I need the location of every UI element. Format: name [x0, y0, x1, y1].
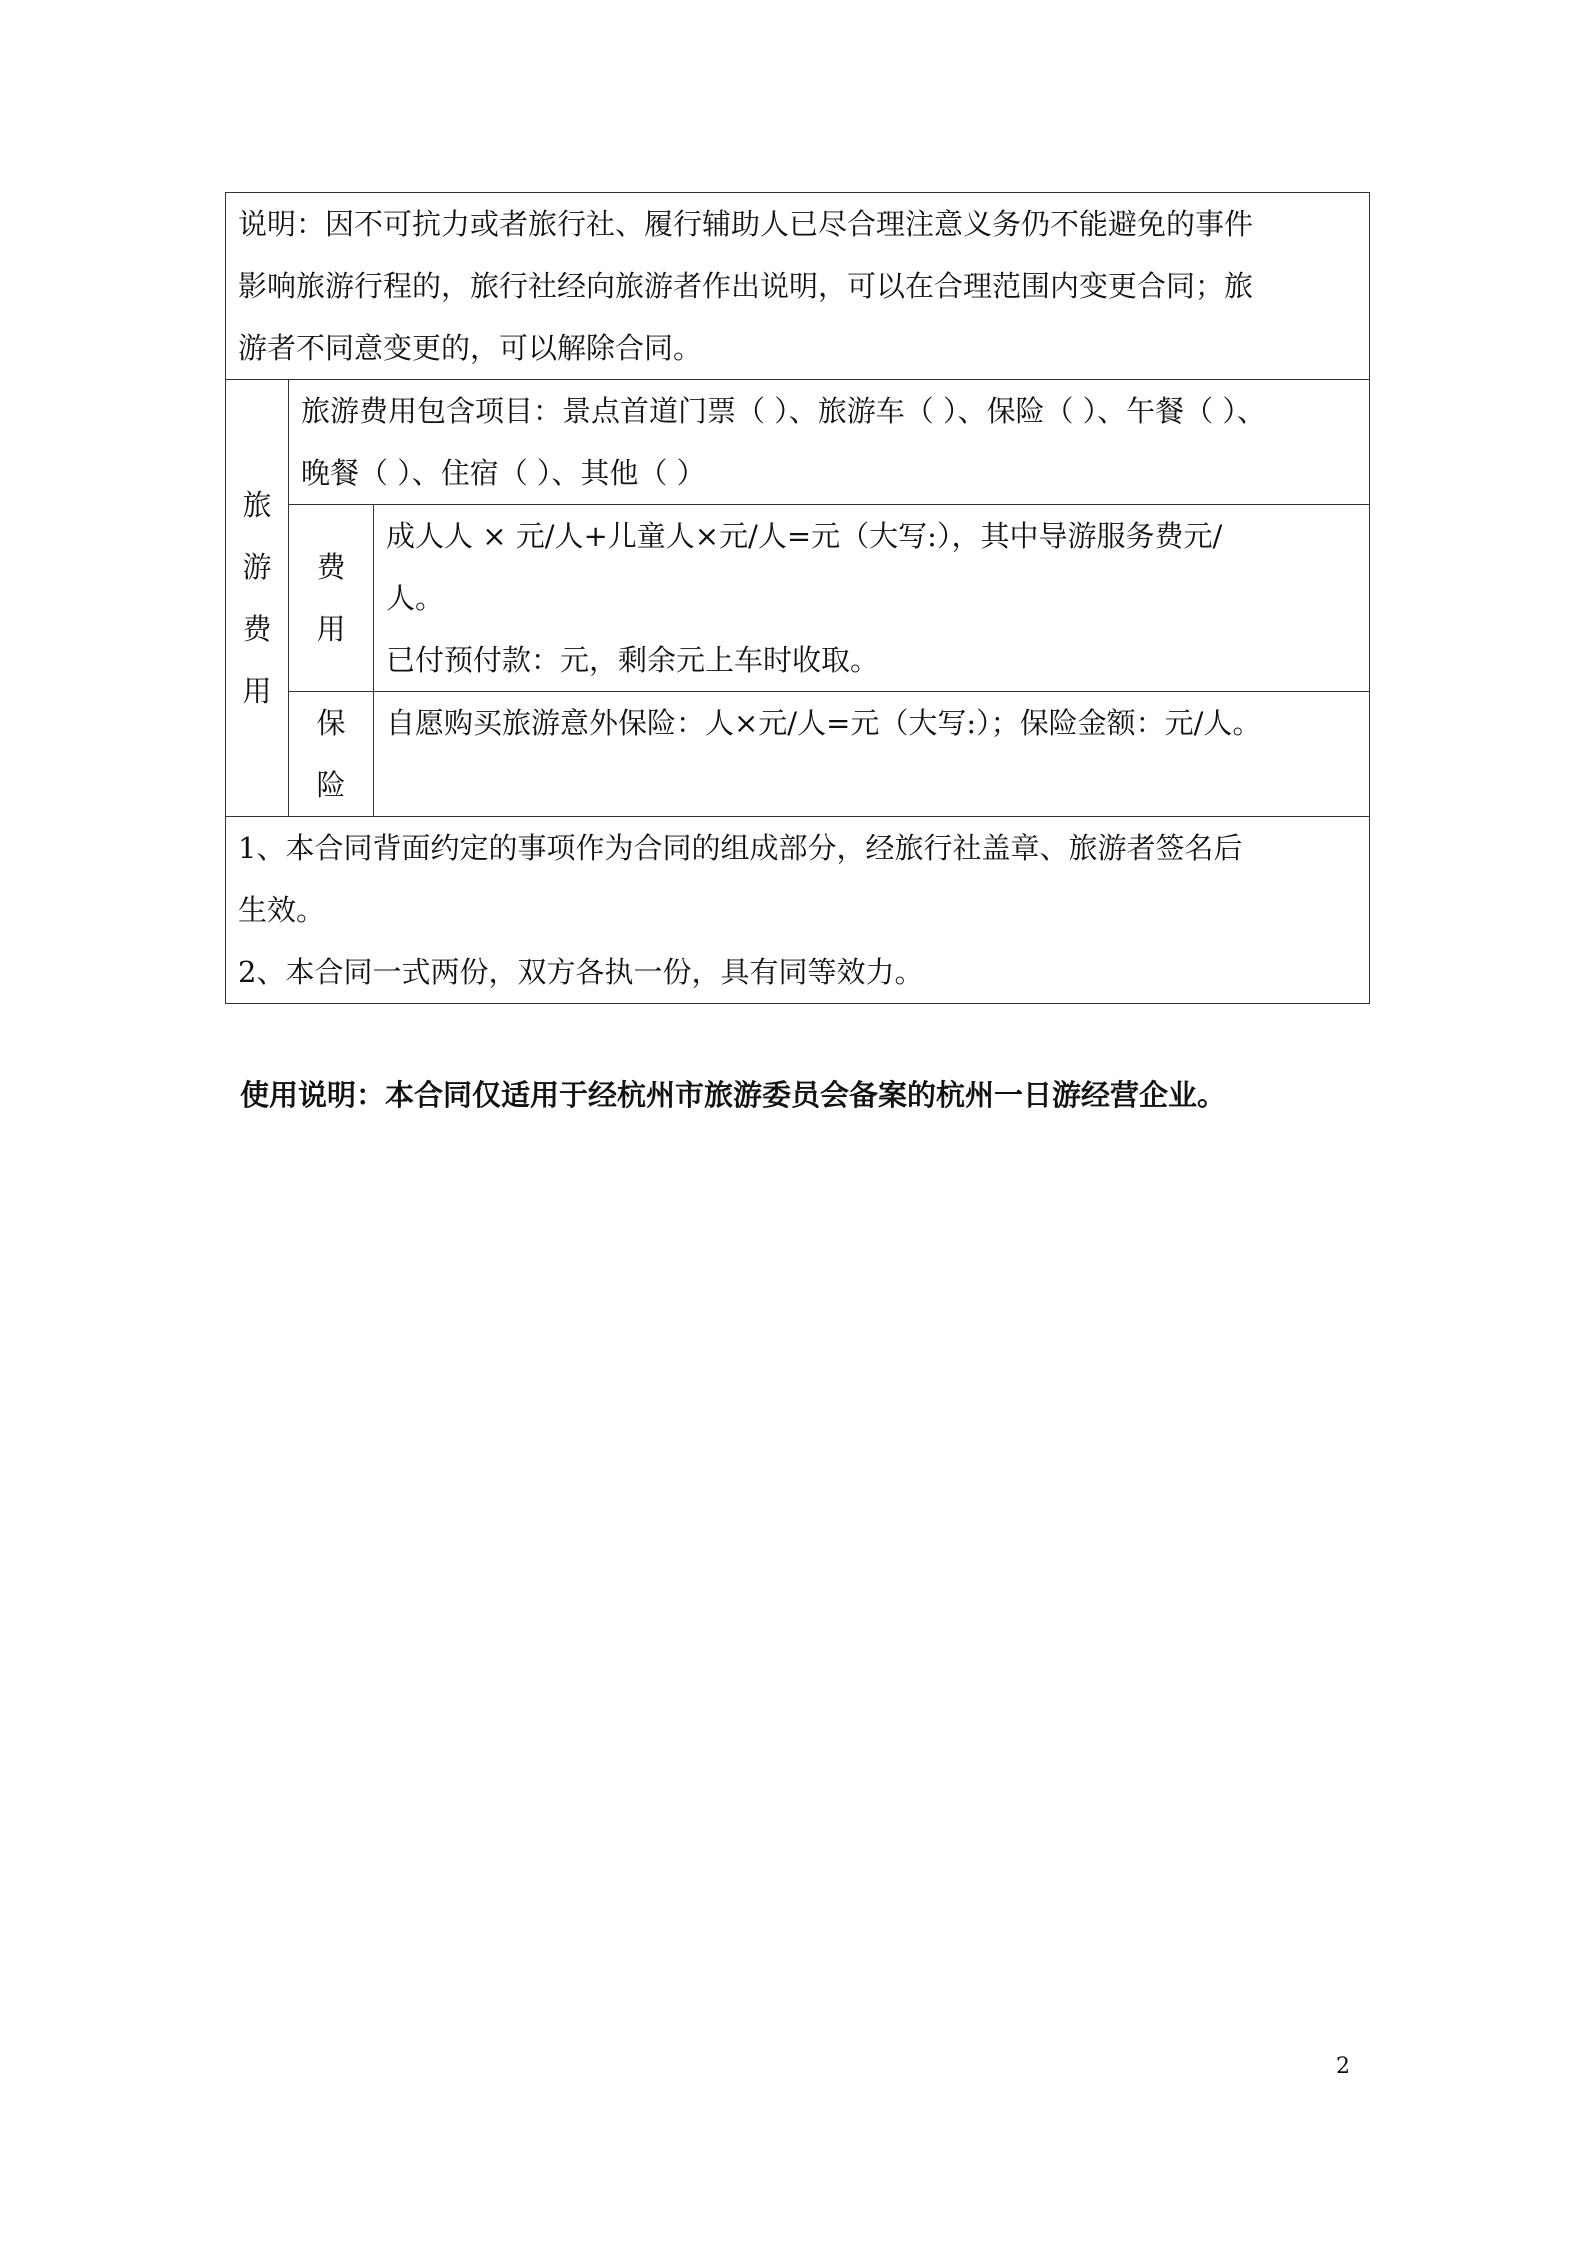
terms-row	[226, 817, 1370, 1004]
terms-cell	[226, 817, 1370, 1004]
insurance-row	[226, 692, 1370, 817]
included-items-row	[226, 380, 1370, 505]
fee-section-label-cell	[226, 380, 289, 817]
insurance-label: 保险	[316, 706, 346, 802]
explanation-line-1: 说明：因不可抗力或者旅行社、履行辅助人已尽合理注意义务仍不能避免的事件	[238, 207, 1254, 241]
fee-detail-cell	[374, 505, 1370, 692]
fee-line-2: 人。	[386, 581, 445, 615]
usage-note: 使用说明：本合同仅适用于经杭州市旅游委员会备案的杭州一日游经营企业。	[240, 1078, 1227, 1112]
fee-row	[226, 505, 1370, 692]
explanation-cell	[226, 193, 1370, 380]
explanation-line-2: 影响旅游行程的，旅行社经向旅游者作出说明，可以在合理范围内变更合同；旅	[238, 269, 1254, 303]
page-number: 2	[1336, 2054, 1350, 2079]
fee-line-3: 已付预付款：元，剩余元上车时收取。	[386, 643, 880, 677]
included-items-line-2: 晚餐（ ）、住宿（ ）、其他（ ）	[301, 456, 706, 490]
fee-label-cell	[289, 505, 374, 692]
contract-table	[225, 192, 1370, 1004]
insurance-detail-cell	[374, 692, 1370, 817]
included-items-line-1: 旅游费用包含项目：景点首道门票（ ）、旅游车（ ）、保险（ ）、午餐（ ）、	[301, 394, 1266, 428]
explanation-line-3: 游者不同意变更的，可以解除合同。	[238, 331, 703, 365]
terms-line-1: 1、本合同背面约定的事项作为合同的组成部分，经旅行社盖章、旅游者签名后	[238, 831, 1243, 865]
fee-label: 费用	[316, 550, 346, 646]
included-items-cell	[289, 380, 1370, 505]
explanation-row	[226, 193, 1370, 380]
terms-line-2: 生效。	[238, 893, 326, 927]
terms-line-3: 2、本合同一式两份，双方各执一份，具有同等效力。	[238, 955, 924, 989]
insurance-label-cell	[289, 692, 374, 817]
fee-line-1: 成人人 × 元/人+儿童人×元/人=元（大写:），其中导游服务费元/	[386, 519, 1223, 553]
insurance-text: 自愿购买旅游意外保险：人×元/人=元（大写:）；保险金额：元/人。	[386, 706, 1262, 740]
fee-section-label: 旅游费用	[242, 488, 272, 708]
